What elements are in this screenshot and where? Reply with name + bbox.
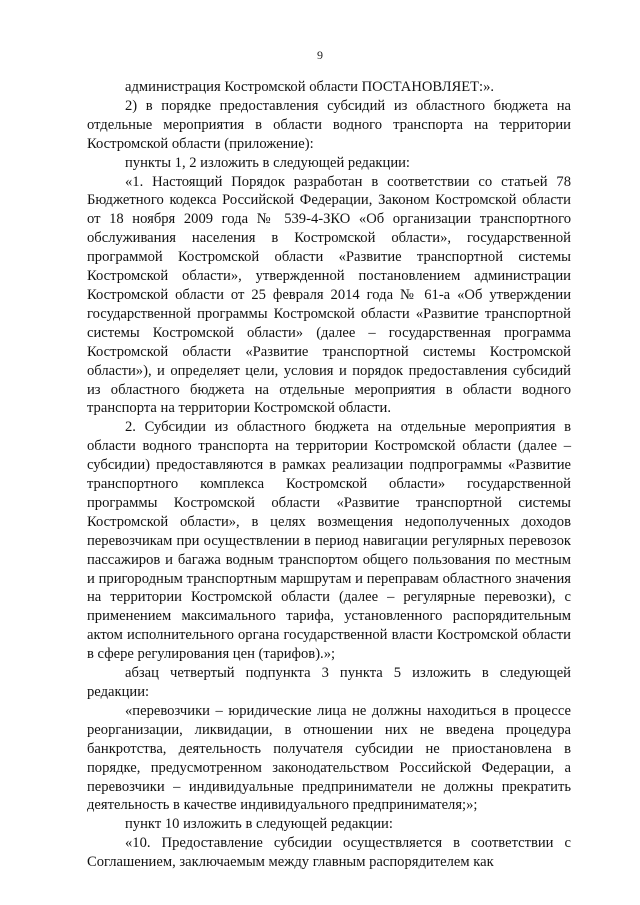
paragraph-item-2-subsidy-order: 2) в порядке предоставления субсидий из областного бюджета на отдельные мероприятия в области водного транспорта на территории Костромской области (приложение): xyxy=(87,97,571,152)
page-number: 9 xyxy=(317,48,323,62)
paragraph-point-2: 2. Субсидии из областного бюджета на отдельные мероприятия в области водного транспорта на территории Костромской области (далее – субсидии) предоставляются в рамках реализации подпрограммы «Развитие транспортного комплекса Костромской области» государственной программы Костромской области «Развитие транспортной системы Костромской области», в целях возмещения недополученных доходов перевозчикам при осуществлении в период навигации регулярных перевозок пассажиров и багажа водным транспортом общего пользования по местным и пригородным транспортным маршрутам и переправам областного значения на территории Костромской области (далее – регулярные перевозки), с применением максимального тарифа, установленного распорядительным актом исполнительного органа государственной власти Костромской области в сфере регулирования цен (тарифов).»; xyxy=(87,419,571,663)
paragraph-resolves: администрация Костромской области ПОСТАНОВЛЯЕТ:». xyxy=(125,79,495,95)
paragraph-carriers-requirements: «перевозчики – юридические лица не должны находиться в процессе реорганизации, ликвидации, в отношении них не введена процедура банкротства, деятельность получателя субсидии не приостановлена в порядке, предусмотренном законодательством Российской Федерации, а перевозчики – индивидуальные предприниматели не должны прекратить деятельность в качестве индивидуального предпринимателя;»; xyxy=(87,702,571,814)
paragraph-subpoint-3-header: абзац четвертый подпункта 3 пункта 5 изложить в следующей редакции: xyxy=(87,665,571,700)
paragraph-points-1-2-header: пункты 1, 2 изложить в следующей редакции: xyxy=(125,154,410,171)
paragraph-point-10: «10. Предоставление субсидии осуществляется в соответствии с Соглашением, заключаемым между главным распорядителем как xyxy=(87,835,571,871)
paragraph-point-10-header: пункт 10 изложить в следующей редакции: xyxy=(125,816,393,833)
document-body xyxy=(87,78,571,872)
paragraph-point-1: «1. Настоящий Порядок разработан в соответствии со статьей 78 Бюджетного кодекса Российской Федерации, Законом Костромской области от 18 ноября 2009 года № 539-4-ЗКО «Об организации транспортного обслуживания населения в Костромской области», государственной программой Костромской области «Развитие транспортной системы Костромской области», утвержденной постановлением администрации Костромской области от 25 февраля 2014 года № 61-а «Об утверждении государственной программы Костромской области «Развитие транспортной системы Костромской области» (далее – государственная программа Костромской области «Развитие транспортной системы Костромской области»), и определяет цели, условия и порядок предоставления субсидий из областного бюджета на отдельные мероприятия в области водного транспорта на территории Костромской области. xyxy=(87,173,571,417)
